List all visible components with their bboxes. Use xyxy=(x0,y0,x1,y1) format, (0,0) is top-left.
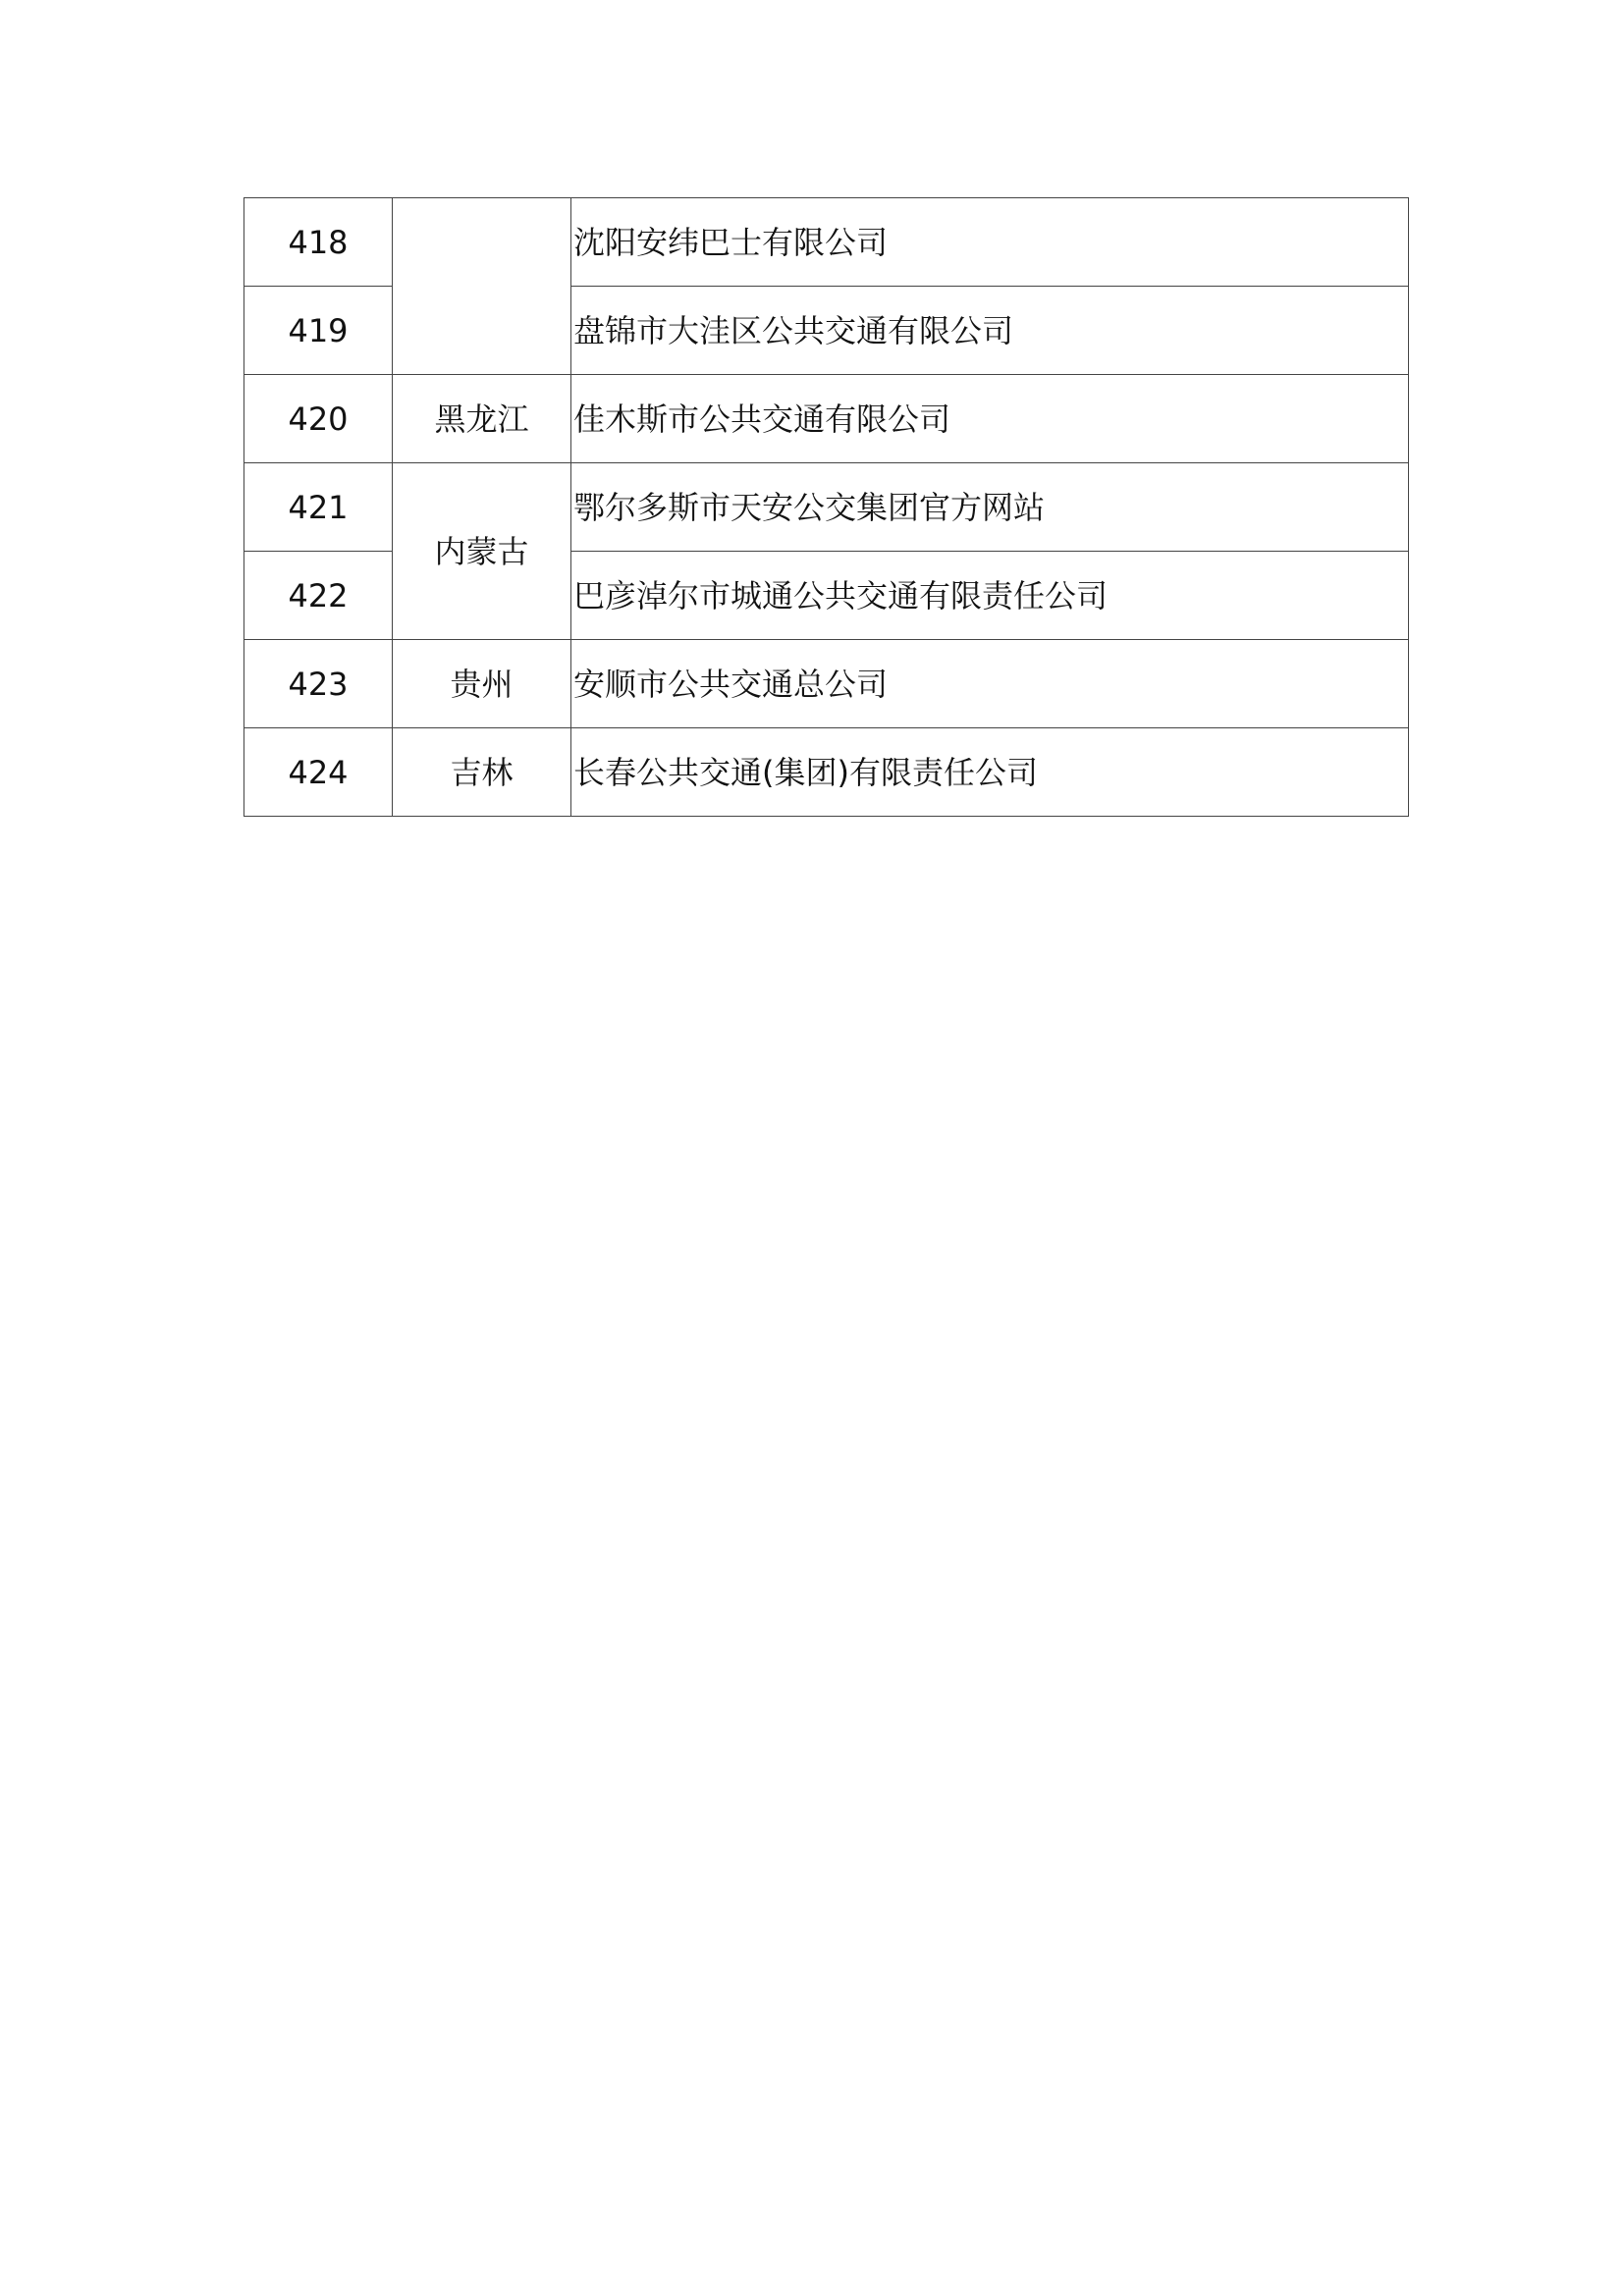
company-name: 安顺市公共交通总公司 xyxy=(571,640,1409,728)
company-table xyxy=(244,197,1409,817)
company-name: 鄂尔多斯市天安公交集团官方网站 xyxy=(571,463,1409,552)
row-number: 424 xyxy=(244,728,393,817)
company-name: 长春公共交通(集团)有限责任公司 xyxy=(571,728,1409,817)
row-number: 421 xyxy=(244,463,393,552)
row-number: 420 xyxy=(244,375,393,463)
company-name: 沈阳安纬巴士有限公司 xyxy=(571,198,1409,287)
company-name: 佳木斯市公共交通有限公司 xyxy=(571,375,1409,463)
row-number: 419 xyxy=(244,287,393,375)
province-cell: 黑龙江 xyxy=(393,375,571,463)
row-number: 418 xyxy=(244,198,393,287)
province-cell: 内蒙古 xyxy=(393,463,571,640)
table-row xyxy=(244,463,1409,552)
row-number: 423 xyxy=(244,640,393,728)
table-row xyxy=(244,640,1409,728)
company-name: 盘锦市大洼区公共交通有限公司 xyxy=(571,287,1409,375)
row-number: 422 xyxy=(244,552,393,640)
table-row xyxy=(244,728,1409,817)
province-cell-empty xyxy=(393,198,571,375)
company-name: 巴彦淖尔市城通公共交通有限责任公司 xyxy=(571,552,1409,640)
province-cell: 吉林 xyxy=(393,728,571,817)
province-cell: 贵州 xyxy=(393,640,571,728)
table-row xyxy=(244,198,1409,287)
table-row xyxy=(244,375,1409,463)
